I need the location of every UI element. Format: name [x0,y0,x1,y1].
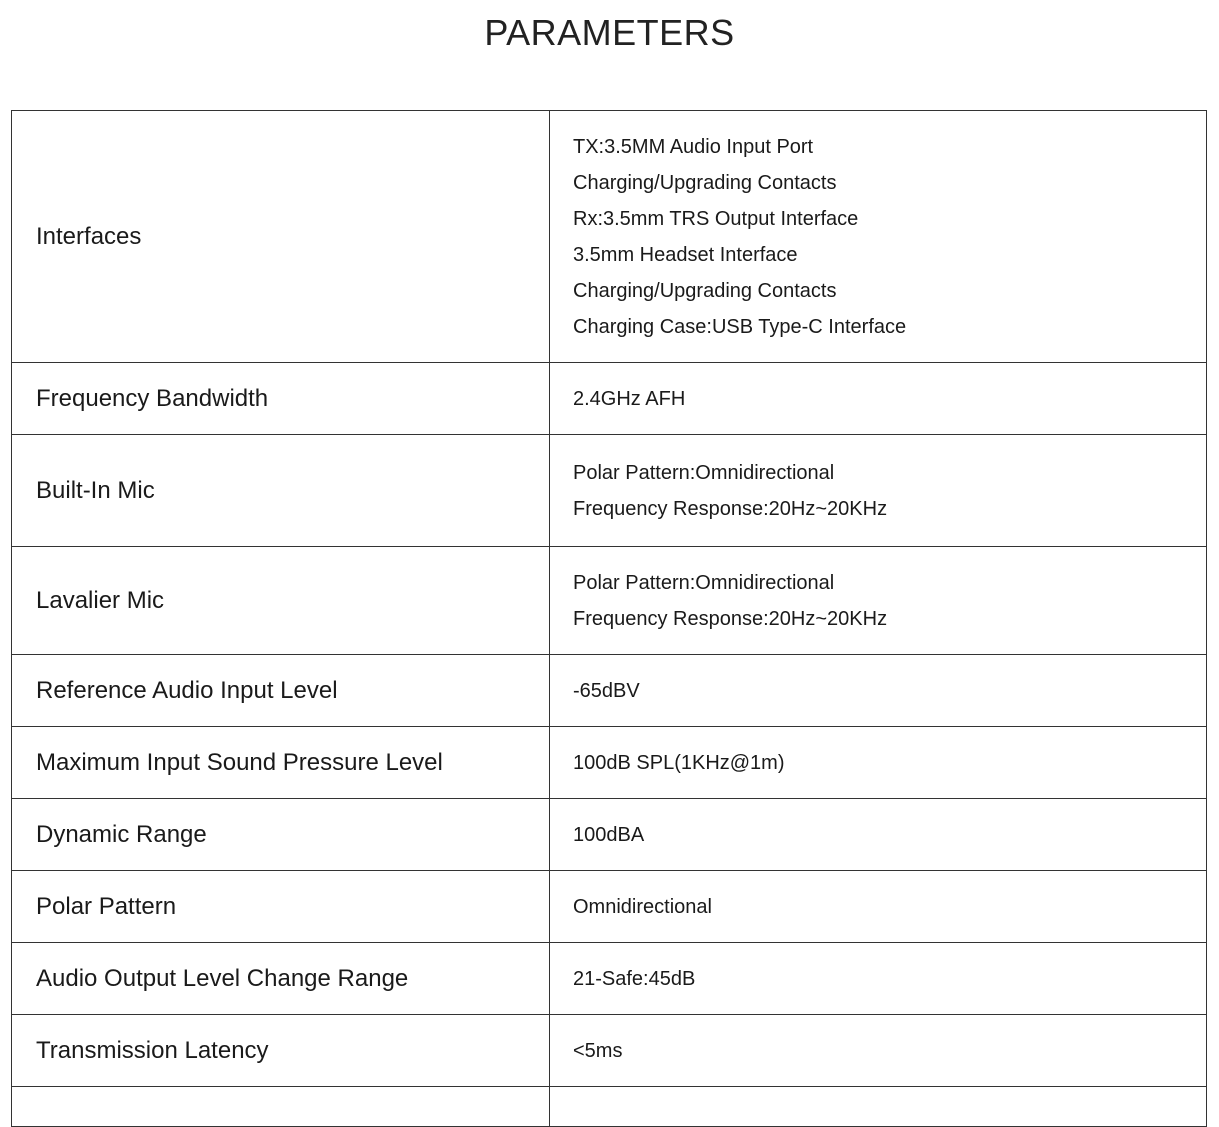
row-value [550,363,1207,435]
row-value [550,799,1207,871]
page-title: PARAMETERS [484,12,735,53]
table-row-frequency-bandwidth [12,363,1207,435]
parameters-table [11,110,1207,1127]
value-line: 100dBA [573,823,645,846]
value-line: <5ms [573,1039,623,1062]
row-value [550,435,1207,547]
row-value [550,547,1207,655]
row-label: Polar Pattern [12,871,550,943]
table-row-interfaces [12,111,1207,363]
table-row-reference-audio-input-level [12,655,1207,727]
value-line: 2.4GHz AFH [573,387,686,410]
value-line: 21-Safe:45dB [573,967,696,990]
row-label: Interfaces [12,111,550,363]
value-line: Omnidirectional [573,895,712,918]
table-row-maximum-input-spl [12,727,1207,799]
value-line: 3.5mm Headset Interface [573,243,798,266]
row-label: Reference Audio Input Level [12,655,550,727]
row-value [550,871,1207,943]
table-row-transmission-latency [12,1015,1207,1087]
row-value [550,943,1207,1015]
value-line: Rx:3.5mm TRS Output Interface [573,207,859,230]
row-value [550,1015,1207,1087]
table-row-dynamic-range [12,799,1207,871]
row-label: Transmission Latency [12,1015,550,1087]
row-label: Dynamic Range [12,799,550,871]
row-value [550,727,1207,799]
value-line: Frequency Response:20Hz~20KHz [573,497,888,520]
value-line: Frequency Response:20Hz~20KHz [573,607,888,630]
table-row-lavalier-mic [12,547,1207,655]
value-line: Polar Pattern:Omnidirectional [573,571,835,594]
value-line: TX:3.5MM Audio Input Port [573,135,814,158]
table-row-polar-pattern [12,871,1207,943]
row-label: Frequency Bandwidth [12,363,550,435]
value-line: -65dBV [573,679,640,702]
row-value [550,655,1207,727]
row-label: Maximum Input Sound Pressure Level [12,727,550,799]
table-row-cutoff [12,1087,1207,1127]
value-line: Charging Case:USB Type-C Interface [573,315,907,338]
value-line: Charging/Upgrading Contacts [573,171,837,194]
table-row-built-in-mic [12,435,1207,547]
value-line: 100dB SPL(1KHz@1m) [573,751,785,774]
row-label-empty [12,1087,550,1127]
value-line: Polar Pattern:Omnidirectional [573,461,835,484]
row-value-empty [550,1087,1207,1127]
row-value [550,111,1207,363]
row-label: Audio Output Level Change Range [12,943,550,1015]
row-label: Lavalier Mic [12,547,550,655]
table-row-audio-output-level-change-range [12,943,1207,1015]
row-label: Built-In Mic [12,435,550,547]
value-line: Charging/Upgrading Contacts [573,279,837,302]
